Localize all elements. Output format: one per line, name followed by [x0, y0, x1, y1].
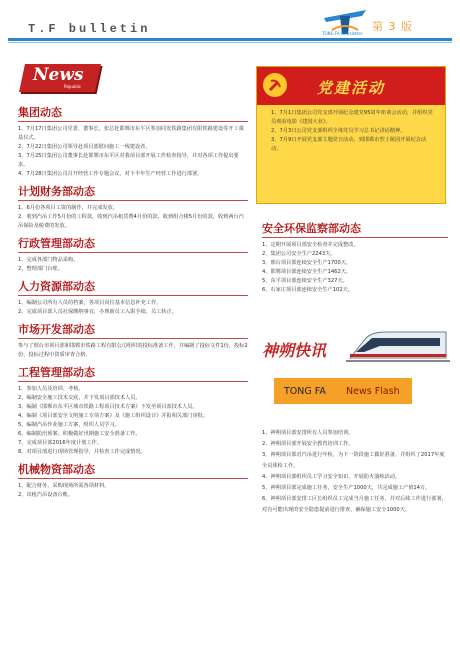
section-item: 1、完成各部门物品采购。 — [18, 257, 79, 263]
party-list — [271, 109, 435, 154]
section-title: 机械物资部动态 — [18, 461, 248, 479]
section-item: 1、参加人员及培训、考核。 — [18, 386, 84, 392]
news-badge-sub: Republic — [64, 84, 82, 89]
section-title: 市场开发部动态 — [18, 321, 248, 339]
section-item: 1、7月17日集团公司党委、董事长，张总赴邯郸市东平区参加同发铁路集团有限铁路建设等开工奠基仪式。 — [18, 126, 244, 141]
section-finance — [18, 183, 248, 231]
party-activity-panel — [256, 66, 446, 204]
issue-number: 第 3 版 — [372, 20, 413, 33]
section-item: 1、6月份各项目工资的制作，并完成发放。 — [18, 205, 118, 211]
section-title: 人力资源部动态 — [18, 278, 248, 296]
bulletin-title: T.F bulletin — [28, 22, 151, 36]
party-item: 3、7月9日开展党支部主题党日活动，到邯郸市烈士陵园开展纪念活动。 — [271, 137, 427, 152]
section-machinery — [18, 461, 248, 500]
section-item: 5、编制汽吊作业施工方案，组织人员学习。 — [18, 422, 120, 428]
section-item: 5、东平项目部连续安全生产327天。 — [262, 278, 348, 284]
section-item: 4、7月28日集团公司召开经营工作专题会议，对下半年生产经营工作进行部署。 — [18, 171, 203, 177]
section-item: 3、7月25日集团公司董事长赴邯郸市东平区对我项目部开展工作检查指导，并对各项工作提出要求。 — [18, 153, 239, 168]
section-item: 1、配合财务，采购现场所需各项材料。 — [18, 483, 110, 489]
flash-item: 3、神朔项目部对汽吊进行年检，为下一阶段施工做好准备，并组织了2017年度全员体检工作。 — [262, 452, 445, 469]
section-item: 7、完成项目部2016年度计划工作。 — [18, 440, 102, 446]
section-title: 安全环保监察部动态 — [262, 220, 448, 238]
party-item: 1、7月1日集团公司党支部开展纪念建党95周年座谈会活动，并组织党员观看电影《建国大业》。 — [271, 110, 433, 125]
section-title: 计划财务部动态 — [18, 183, 248, 201]
flash-item: 1、神朔项目部安排所有人员参加培训。 — [262, 430, 354, 436]
section-item: 8、对项目部进行现场管理指导，并检查工作完成情况。 — [18, 449, 146, 455]
section-item: 3、邢台项目部连续安全生产1700天。 — [262, 260, 352, 266]
masthead-rule — [8, 38, 452, 41]
flash-title: 神朔快讯 — [262, 341, 327, 360]
section-item: 参与了邢台市项目部和邯郸市铁路工程有限公司组织的投标准备工作，并编制了投标文件1份，投标2份，投标过程中资质审查合格。 — [18, 343, 248, 358]
logo-caption: TONG FA Newsletter — [322, 31, 363, 36]
section-item: 2、收到汽吊工作5月份的工程款，收到汽吊租赁费4月份的款，收到组合楼5月份的款，收到两台汽吊保险及税费的发放。 — [18, 214, 244, 229]
flash-item: 6、神朔项目部安排工区长组织员工完成当月施工任务，并对后续工作进行部署，对有可能出现的安全隐患提前进行排查，确保施工安全1000天。 — [262, 496, 447, 513]
section-item: 1、定期开展项目部安全检查并完成整改。 — [262, 242, 359, 248]
flash-item: 2、神朔项目部开展安全教育培训工作。 — [262, 441, 354, 447]
flash-item: 5、神朔项目部完成施工任务，安全生产1000天，共完成施工产值14万。 — [262, 485, 431, 491]
section-item: 4、邯郸项目部连续安全生产1462天。 — [262, 269, 352, 275]
section-item: 6、石家庄项目部连续安全生产102天。 — [262, 287, 354, 293]
party-banner-header — [257, 67, 445, 105]
flash-label-newsflash: News Flash — [346, 386, 400, 397]
masthead-rule-thin — [8, 42, 452, 43]
section-item: 2、整理部门台账。 — [18, 266, 63, 272]
news-badge-word: News — [33, 65, 84, 85]
section-item: 6、编制防汛预案，积极做好汛期施工安全准备工作。 — [18, 431, 141, 437]
section-engineering — [18, 364, 248, 457]
section-market — [18, 321, 248, 360]
section-item: 2、集团公司安全生产2243天。 — [262, 251, 336, 257]
flash-item: 4、神朔项目部组织员工学习安全知识，开展防火演练活动。 — [262, 474, 401, 480]
section-title: 工程管理部动态 — [18, 364, 248, 382]
masthead — [0, 0, 460, 48]
flash-list — [262, 428, 448, 516]
section-item: 2、编制安全施工技术交底，并下发项目部技术人员。 — [18, 395, 141, 401]
train-icon — [346, 328, 450, 364]
left-column — [18, 104, 248, 504]
party-item: 2、7月3日公司党支部组织全体党员学习总书记讲话精神。 — [271, 128, 406, 134]
section-item: 2、出租汽吊设备台帐。 — [18, 492, 74, 498]
section-item: 2、7月22日集团公司领导赴项目部慰问施工一线建设者。 — [18, 144, 151, 150]
section-title: 行政管理部动态 — [18, 235, 248, 253]
party-emblem-icon — [263, 73, 287, 97]
section-safety — [262, 220, 448, 295]
section-item: 1、编制公司所有人员的档案，各项目岗位基本信息补充工作。 — [18, 300, 162, 306]
party-title: 党建活动 — [317, 79, 386, 97]
section-item: 2、完成项目部人员社保缴纳事宜，办理新员工入职手续，员工转正。 — [18, 309, 177, 315]
section-title: 集团动态 — [18, 104, 248, 122]
section-item: 3、编制《邯郸市东平区城市铁路工程项目技术方案》下发至项目部技术人员。 — [18, 404, 198, 410]
section-group — [18, 104, 248, 179]
section-item: 4、编制《项目部安全文明施工专项方案》及《施工组织设计》并报相关部门审批。 — [18, 413, 209, 419]
section-hr — [18, 278, 248, 317]
section-admin — [18, 235, 248, 274]
news-flash-banner — [274, 378, 412, 404]
flash-label-tongfa: TONG FA — [284, 386, 326, 397]
